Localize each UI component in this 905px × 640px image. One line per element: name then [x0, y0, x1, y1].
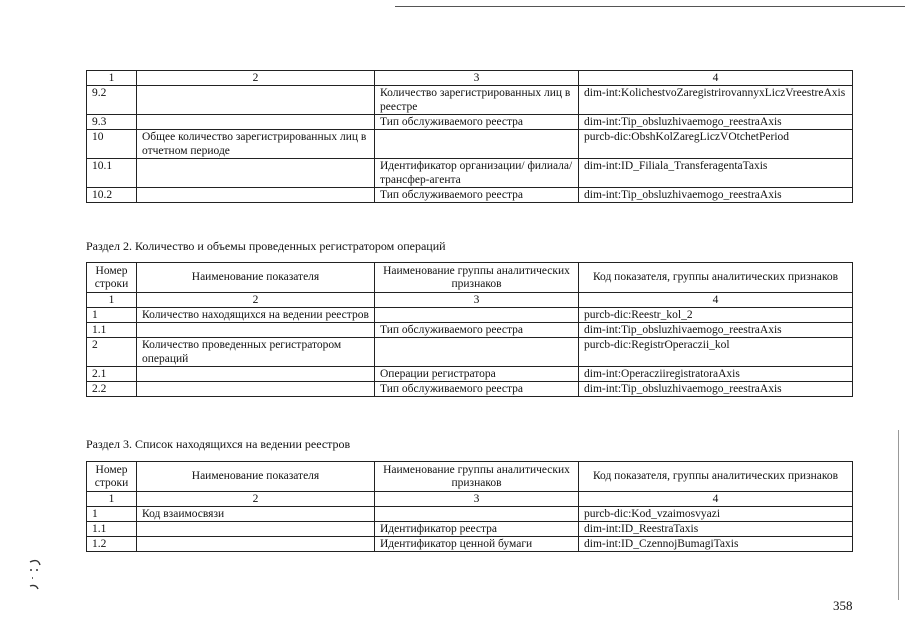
table-section-2 [86, 262, 853, 397]
page-number: 358 [833, 598, 853, 613]
row-number: 10.1 [87, 159, 137, 188]
col-number-1: 1 [87, 492, 137, 507]
table-header-row [87, 263, 853, 293]
indicator-code: purcb-dic:Kod_vzaimosvyazi [579, 507, 853, 522]
group-name: Количество зарегистрированных лиц в реестре [375, 86, 579, 115]
group-name: Идентификатор организации/ филиала/трансфер-агента [375, 159, 579, 188]
indicator-code: dim-int:KolichestvoZaregistrirovannyxLiczVreestreAxis [579, 86, 853, 115]
header-indicator-name: Наименование показателя [137, 263, 375, 293]
row-number: 1.1 [87, 323, 137, 338]
indicator-name [137, 382, 375, 397]
table-row [87, 130, 853, 159]
group-name: Тип обслуживаемого реестра [375, 323, 579, 338]
table-row [87, 382, 853, 397]
col-number-1: 1 [87, 293, 137, 308]
table-row [87, 159, 853, 188]
col-number-4: 4 [579, 492, 853, 507]
indicator-name: Количество проведенных регистратором операций [137, 338, 375, 367]
col-number-4: 4 [579, 293, 853, 308]
indicator-name [137, 522, 375, 537]
indicator-code: purcb-dic:ObshKolZaregLiczVOtchetPeriod [579, 130, 853, 159]
row-number: 1.1 [87, 522, 137, 537]
indicator-name [137, 86, 375, 115]
group-name [375, 308, 579, 323]
indicator-code: dim-int:Tip_obsluzhivaemogo_reestraAxis [579, 382, 853, 397]
col-number-3: 3 [375, 293, 579, 308]
indicator-name [137, 323, 375, 338]
indicator-name: Общее количество зарегистрированных лиц в отчетном периоде [137, 130, 375, 159]
section-3-title: Раздел 3. Список находящихся на ведении реестров [86, 437, 351, 451]
row-number: 2.1 [87, 367, 137, 382]
group-name: Идентификатор реестра [375, 522, 579, 537]
table-row [87, 115, 853, 130]
row-number: 2 [87, 338, 137, 367]
table-header-row [87, 462, 853, 492]
col-number-4: 4 [579, 71, 853, 86]
table-row [87, 338, 853, 367]
group-name: Идентификатор ценной бумаги [375, 537, 579, 552]
header-code: Код показателя, группы аналитических признаков [579, 462, 853, 492]
group-name: Тип обслуживаемого реестра [375, 188, 579, 203]
header-row-number: Номер строки [87, 462, 137, 492]
row-number: 2.2 [87, 382, 137, 397]
column-number-row [87, 71, 853, 86]
group-name: Операции регистратора [375, 367, 579, 382]
group-name: Тип обслуживаемого реестра [375, 382, 579, 397]
table-row [87, 323, 853, 338]
indicator-name [137, 367, 375, 382]
col-number-3: 3 [375, 71, 579, 86]
column-number-row [87, 492, 853, 507]
col-number-1: 1 [87, 71, 137, 86]
row-number: 1.2 [87, 537, 137, 552]
indicator-code: dim-int:OperacziiregistratoraAxis [579, 367, 853, 382]
table-row [87, 367, 853, 382]
margin-scribble-mark [22, 556, 48, 592]
col-number-2: 2 [137, 71, 375, 86]
row-number: 9.3 [87, 115, 137, 130]
table-continuation [86, 70, 853, 203]
top-rule [395, 6, 905, 7]
indicator-code: dim-int:Tip_obsluzhivaemogo_reestraAxis [579, 188, 853, 203]
indicator-name: Количество находящихся на ведении реестров [137, 308, 375, 323]
row-number: 1 [87, 308, 137, 323]
col-number-2: 2 [137, 492, 375, 507]
indicator-name [137, 537, 375, 552]
scan-edge-line [898, 430, 899, 600]
row-number: 9.2 [87, 86, 137, 115]
indicator-code: purcb-dic:RegistrOperaczii_kol [579, 338, 853, 367]
indicator-name: Код взаимосвязи [137, 507, 375, 522]
header-group-name: Наименование группы аналитических признаков [375, 462, 579, 492]
table-row [87, 308, 853, 323]
header-row-number: Номер строки [87, 263, 137, 293]
table-row [87, 188, 853, 203]
group-name [375, 338, 579, 367]
header-code: Код показателя, группы аналитических признаков [579, 263, 853, 293]
indicator-code: dim-int:ID_ReestraTaxis [579, 522, 853, 537]
row-number: 10 [87, 130, 137, 159]
indicator-name [137, 115, 375, 130]
row-number: 1 [87, 507, 137, 522]
indicator-code: purcb-dic:Reestr_kol_2 [579, 308, 853, 323]
indicator-code: dim-int:ID_Filiala_TransferagentaTaxis [579, 159, 853, 188]
header-indicator-name: Наименование показателя [137, 462, 375, 492]
header-group-name: Наименование группы аналитических признаков [375, 263, 579, 293]
indicator-name [137, 159, 375, 188]
indicator-code: dim-int:ID_CzennojBumagiTaxis [579, 537, 853, 552]
group-name: Тип обслуживаемого реестра [375, 115, 579, 130]
table-row [87, 507, 853, 522]
table-row [87, 522, 853, 537]
col-number-3: 3 [375, 492, 579, 507]
column-number-row [87, 293, 853, 308]
section-2-title: Раздел 2. Количество и объемы проведенных регистратором операций [86, 239, 446, 253]
indicator-code: dim-int:Tip_obsluzhivaemogo_reestraAxis [579, 115, 853, 130]
group-name [375, 507, 579, 522]
indicator-name [137, 188, 375, 203]
table-section-3 [86, 461, 853, 552]
col-number-2: 2 [137, 293, 375, 308]
table-row [87, 86, 853, 115]
table-row [87, 537, 853, 552]
indicator-code: dim-int:Tip_obsluzhivaemogo_reestraAxis [579, 323, 853, 338]
row-number: 10.2 [87, 188, 137, 203]
group-name [375, 130, 579, 159]
